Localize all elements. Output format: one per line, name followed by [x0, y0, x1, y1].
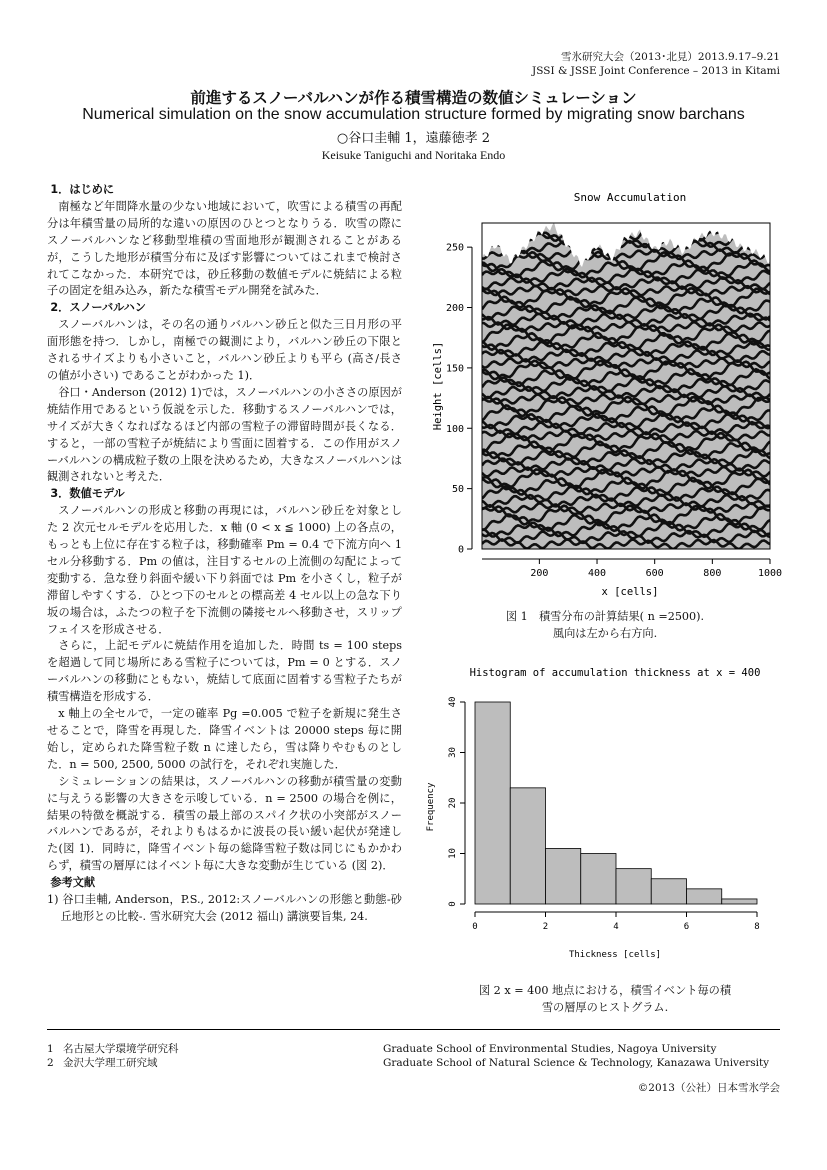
figure-1-x-tick-label: 200: [530, 568, 549, 579]
footnote-2-number: 2: [47, 1057, 54, 1069]
figure-1-y-tick-label: 100: [445, 423, 464, 435]
figure-1-caption: [425, 608, 785, 642]
figure-1-snow-accumulation: [425, 185, 785, 605]
figure-2-y-tick-label: 30: [448, 747, 458, 758]
body-column: [47, 182, 402, 926]
authors-english: Keisuke Taniguchi and Noritaka Endo: [321, 148, 506, 162]
histogram-bar: [687, 889, 722, 904]
footnote-1-english: Graduate School of Environmental Studies, Nagoya University: [383, 1043, 717, 1055]
references-heading: 参考文献: [50, 876, 96, 890]
footer-rule: [47, 1029, 780, 1030]
figure-2-x-tick-label: 8: [754, 922, 760, 932]
figure-2-x-tick-label: 6: [683, 922, 690, 932]
figure-1-y-tick-label: 0: [457, 544, 464, 556]
figure-1-caption-line-2: 風向は左から右方向.: [552, 627, 658, 640]
figure-2-y-tick-label: 20: [448, 797, 458, 809]
section-3-paragraph-2: さらに，上記モデルに焼結作用を追加した．時間 ts = 100 steps を超過して同じ場所にある雪粒子については，Pm = 0 とする．スノーバルハンの移動にともない，焼結して底面に固着する雪粒子たちが積雪構造を形成する．: [47, 639, 402, 704]
figure-1-caption-line-1: 図 1 積雪分布の計算結果( n =2500).: [505, 610, 705, 623]
figure-2-x-tick-label: 2: [542, 922, 549, 932]
figure-2-caption: [425, 982, 785, 1016]
histogram-bar: [722, 899, 757, 904]
figure-1-xlabel: x [cells]: [601, 586, 659, 598]
footnote-1-japanese: 名古屋大学環境学研究科: [63, 1043, 179, 1055]
figure-1-x-tick-label: 1000: [757, 568, 783, 579]
section-2-paragraph-1: スノーバルハンは，その名の通りバルハン砂丘と似た三日月形の平面形態を持つ．しかし，南極での観測により，バルハン砂丘の下限とされるサイズよりも小さいこと，バルハン砂丘よりも平ら (高さ/長さ の値が小さい) であることがわかった 1)．: [47, 318, 402, 382]
figure-2-title: Histogram of accumulation thickness at x = 400: [469, 667, 761, 679]
histogram-bar: [581, 854, 616, 905]
figure-1-y-tick-label: 50: [451, 484, 464, 496]
figure-2-histogram: [425, 662, 785, 977]
title-japanese: 前進するスノーバルハンが作る積雪構造の数値シミュレーション: [190, 89, 637, 107]
footnote-2-english: Graduate School of Natural Science & Technology, Kanazawa University: [383, 1057, 770, 1069]
figure-2-ylabel: Frequency: [426, 782, 436, 832]
figure-1-x-tick-label: 600: [645, 568, 664, 579]
conference-header: [532, 50, 780, 78]
section-3-heading: 3．数値モデル: [50, 487, 125, 501]
figure-2-x-tick-label: 0: [472, 922, 478, 932]
section-3-paragraph-3: x 軸上の全セルで，一定の確率 Pg =0.005 で粒子を新規に発生させることで，降雪を再現した．降雪イベントは 20000 steps 毎に開始し，定められた降雪粒子数 n に達したら，雪は降りやむものとした．n = 500, 2500, 5000 の試行を，それぞれ実施した．: [47, 707, 402, 771]
figure-1-title: Snow Accumulation: [573, 191, 687, 204]
figure-2-x-tick-label: 4: [613, 922, 619, 932]
conference-line-1: 雪氷研究大会（2013･北見）2013.9.17–9.21: [560, 51, 780, 63]
section-2-heading: 2．スノーバルハン: [50, 301, 146, 315]
footnote-1-number: 1: [47, 1043, 54, 1055]
figure-2-y-tick-label: 0: [448, 901, 458, 907]
section-3-paragraph-1: スノーバルハンの形成と移動の再現には，バルハン砂丘を対象とした 2 次元セルモデルを応用した．x 軸 (0 < x ≦ 1000) 上の各点の，もっとも上位に存在する粒子は，移動確率 Pm = 0.4 で下流方向へ 1 セル分移動する．Pm の値は，注目するセルの上流側の勾配によって変動する．急な登り斜面や緩い下り斜面では Pm を小さくし，粒子が滞留しやすくする．ひとつ下のセルとの標高差 4 セル以上の急な下り坂の場合は，ふたつの粒子を下流側の隣接セルへ移動させ，スリップフェイスを形成させる．: [47, 504, 402, 636]
figure-2-caption-line-2: 雪の層厚のヒストグラム.: [541, 1001, 669, 1014]
figure-1-ylabel: Height [cells]: [432, 341, 444, 431]
figure-2-caption-line-1: 図 2 x = 400 地点における，積雪イベント毎の積: [478, 984, 732, 997]
histogram-bar: [475, 702, 510, 904]
authors-japanese: ○谷口圭輔 1，遠藤徳孝 2: [336, 131, 491, 146]
histogram-bar: [546, 848, 581, 904]
figure-1-y-tick-label: 250: [445, 242, 464, 254]
copyright: ©2013（公社）日本雪氷学会: [637, 1082, 780, 1094]
figure-2-y-tick-label: 40: [448, 696, 458, 708]
figure-2-y-tick-label: 10: [448, 848, 458, 859]
figure-1-x-tick-label: 800: [703, 568, 722, 579]
figure-1-y-tick-label: 150: [445, 363, 464, 375]
histogram-bar: [510, 788, 545, 904]
section-2-paragraph-2: 谷口・Anderson (2012) 1)では，スノーバルハンの小ささの原因が焼結作用であるという仮説を示した．移動するスノーバルハンでは，サイズが大きくなればなるほど内部の雪粒子の滞留時間が長くなる．すると，一部の雪粒子が焼結により雪面に固着する．この作用がスノーバルハンの構成粒子数の上限を決めるため，大きなスノーバルハンは観測されないと考えた．: [47, 385, 402, 484]
figure-1-y-tick-label: 200: [445, 303, 464, 315]
title-english: Numerical simulation on the snow accumulation structure formed by migrating snow barchans: [82, 106, 745, 123]
section-3-paragraph-4: シミュレーションの結果は，スノーバルハンの移動が積雪量の変動に与えうる影響の大きさを示唆している．n = 2500 の場合を例に，結果の特徴を概説する．積雪の最上部のスパイク状の小突部がスノーバルハンであるが，それよりもはるかに波長の長い緩い起伏が発達した(図 1)．同時に，降雪イベント毎の総降雪粒子数は同じにもかかわらず，積雪の層厚にはイベント毎に大きな変動が生じている (図 2)．: [47, 774, 402, 873]
histogram-bar: [651, 879, 686, 904]
conference-line-2: JSSI & JSSE Joint Conference – 2013 in Kitami: [532, 65, 780, 77]
histogram-bar: [616, 869, 651, 904]
section-1-paragraph: 南極など年間降水量の少ない地域において，吹雪による積雪の再配分は年積雪量の局所的な違いの原因のひとつとなりうる．吹雪の際にスノーバルハンなど移動型堆積の雪面地形が観測されることがあるが，こうした地形が積雪分布に及ぼす影響についてはこれまで検討されてこなかった．本研究では，砂丘移動の数値モデルに焼結による粒子の固定を組み込み，新たな積雪モデル開発を試みた．: [47, 199, 402, 298]
figure-1-x-tick-label: 400: [587, 568, 607, 579]
figure-2-xlabel: Thickness [cells]: [568, 950, 662, 960]
reference-1: 1) 谷口圭輔, Anderson，P.S., 2012:スノーバルハンの形態と動態-砂丘地形との比較-. 雪氷研究大会 (2012 福山) 講演要旨集, 24.: [47, 893, 402, 923]
figure-2-bars: [475, 702, 757, 904]
footnote-2-japanese: 金沢大学理工研究域: [63, 1057, 158, 1069]
section-1-heading: 1．はじめに: [50, 183, 115, 196]
